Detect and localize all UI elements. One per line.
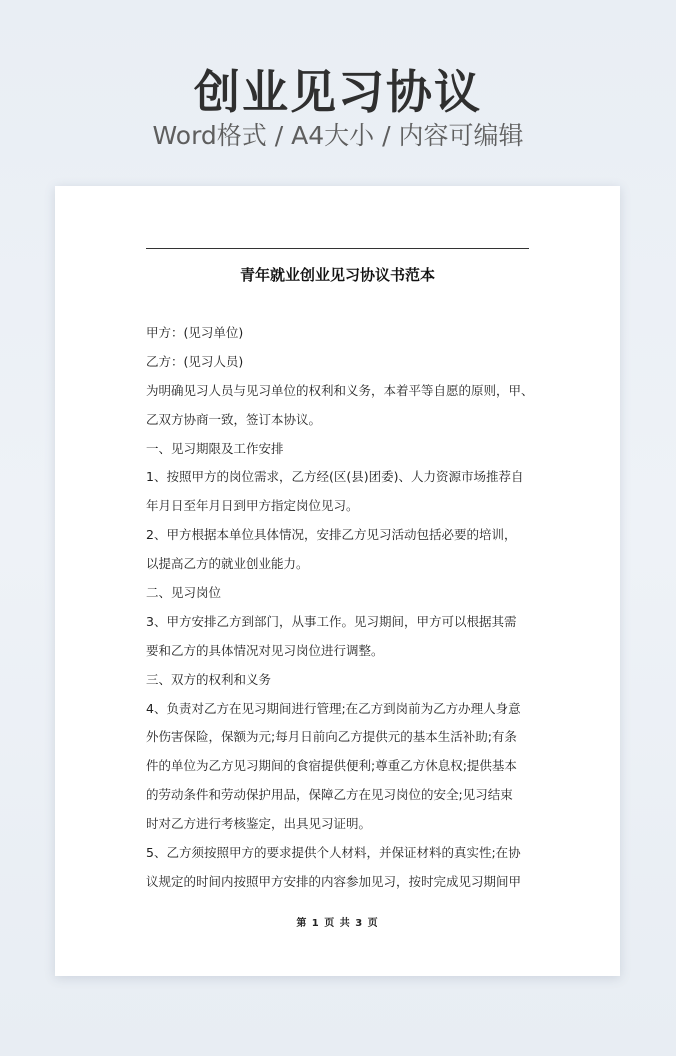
banner-subtitle: Word格式 / A4大小 / 内容可编辑 <box>152 121 524 150</box>
section-heading: 二、见习岗位 <box>146 585 222 601</box>
body-line: 2、甲方根据本单位具体情况，安排乙方见习活动包括必要的培训， <box>146 527 517 543</box>
body-line: 的劳动条件和劳动保护用品，保障乙方在见习岗位的安全;见习结束 <box>146 787 513 803</box>
body-line: 为明确见习人员与见习单位的权利和义务，本着平等自愿的原则，甲、 <box>146 382 534 398</box>
body-line: 以提高乙方的就业创业能力。 <box>146 556 309 572</box>
body-line: 乙双方协商一致，签订本协议。 <box>146 411 322 427</box>
party-b-line: 乙方：(见习人员) <box>146 353 244 369</box>
body-line: 4、负责对乙方在见习期间进行管理;在乙方到岗前为乙方办理人身意 <box>146 700 521 716</box>
body-line: 件的单位为乙方见习期间的食宿提供便利;尊重乙方休息权;提供基本 <box>146 758 517 774</box>
section-heading: 三、双方的权利和义务 <box>146 671 272 687</box>
body-line: 议规定的时间内按照甲方安排的内容参加见习，按时完成见习期间甲 <box>146 873 522 889</box>
body-line: 3、甲方安排乙方到部门，从事工作。见习期间，甲方可以根据其需 <box>146 613 517 629</box>
section-heading: 一、见习期限及工作安排 <box>146 440 284 456</box>
page-number: 第 1 页 共 3 页 <box>296 918 379 929</box>
document-page <box>55 186 620 976</box>
body-line: 要和乙方的具体情况对见习岗位进行调整。 <box>146 642 384 658</box>
document-title: 青年就业创业见习协议书范本 <box>239 266 435 284</box>
header-rule <box>146 248 529 249</box>
body-line: 1、按照甲方的岗位需求，乙方经(区(县)团委)、人力资源市场推荐自 <box>146 469 524 485</box>
body-line: 年月日至年月日到甲方指定岗位见习。 <box>146 498 359 514</box>
banner-title: 创业见习协议 <box>194 65 482 119</box>
document-body <box>146 319 546 897</box>
party-a-line: 甲方：(见习单位) <box>146 325 244 340</box>
body-line: 时对乙方进行考核鉴定，出具见习证明。 <box>146 816 372 832</box>
body-line: 5、乙方须按照甲方的要求提供个人材料，并保证材料的真实性;在协 <box>146 845 521 861</box>
body-line: 外伤害保险，保额为元;每月日前向乙方提供元的基本生活补助;有条 <box>146 729 517 745</box>
